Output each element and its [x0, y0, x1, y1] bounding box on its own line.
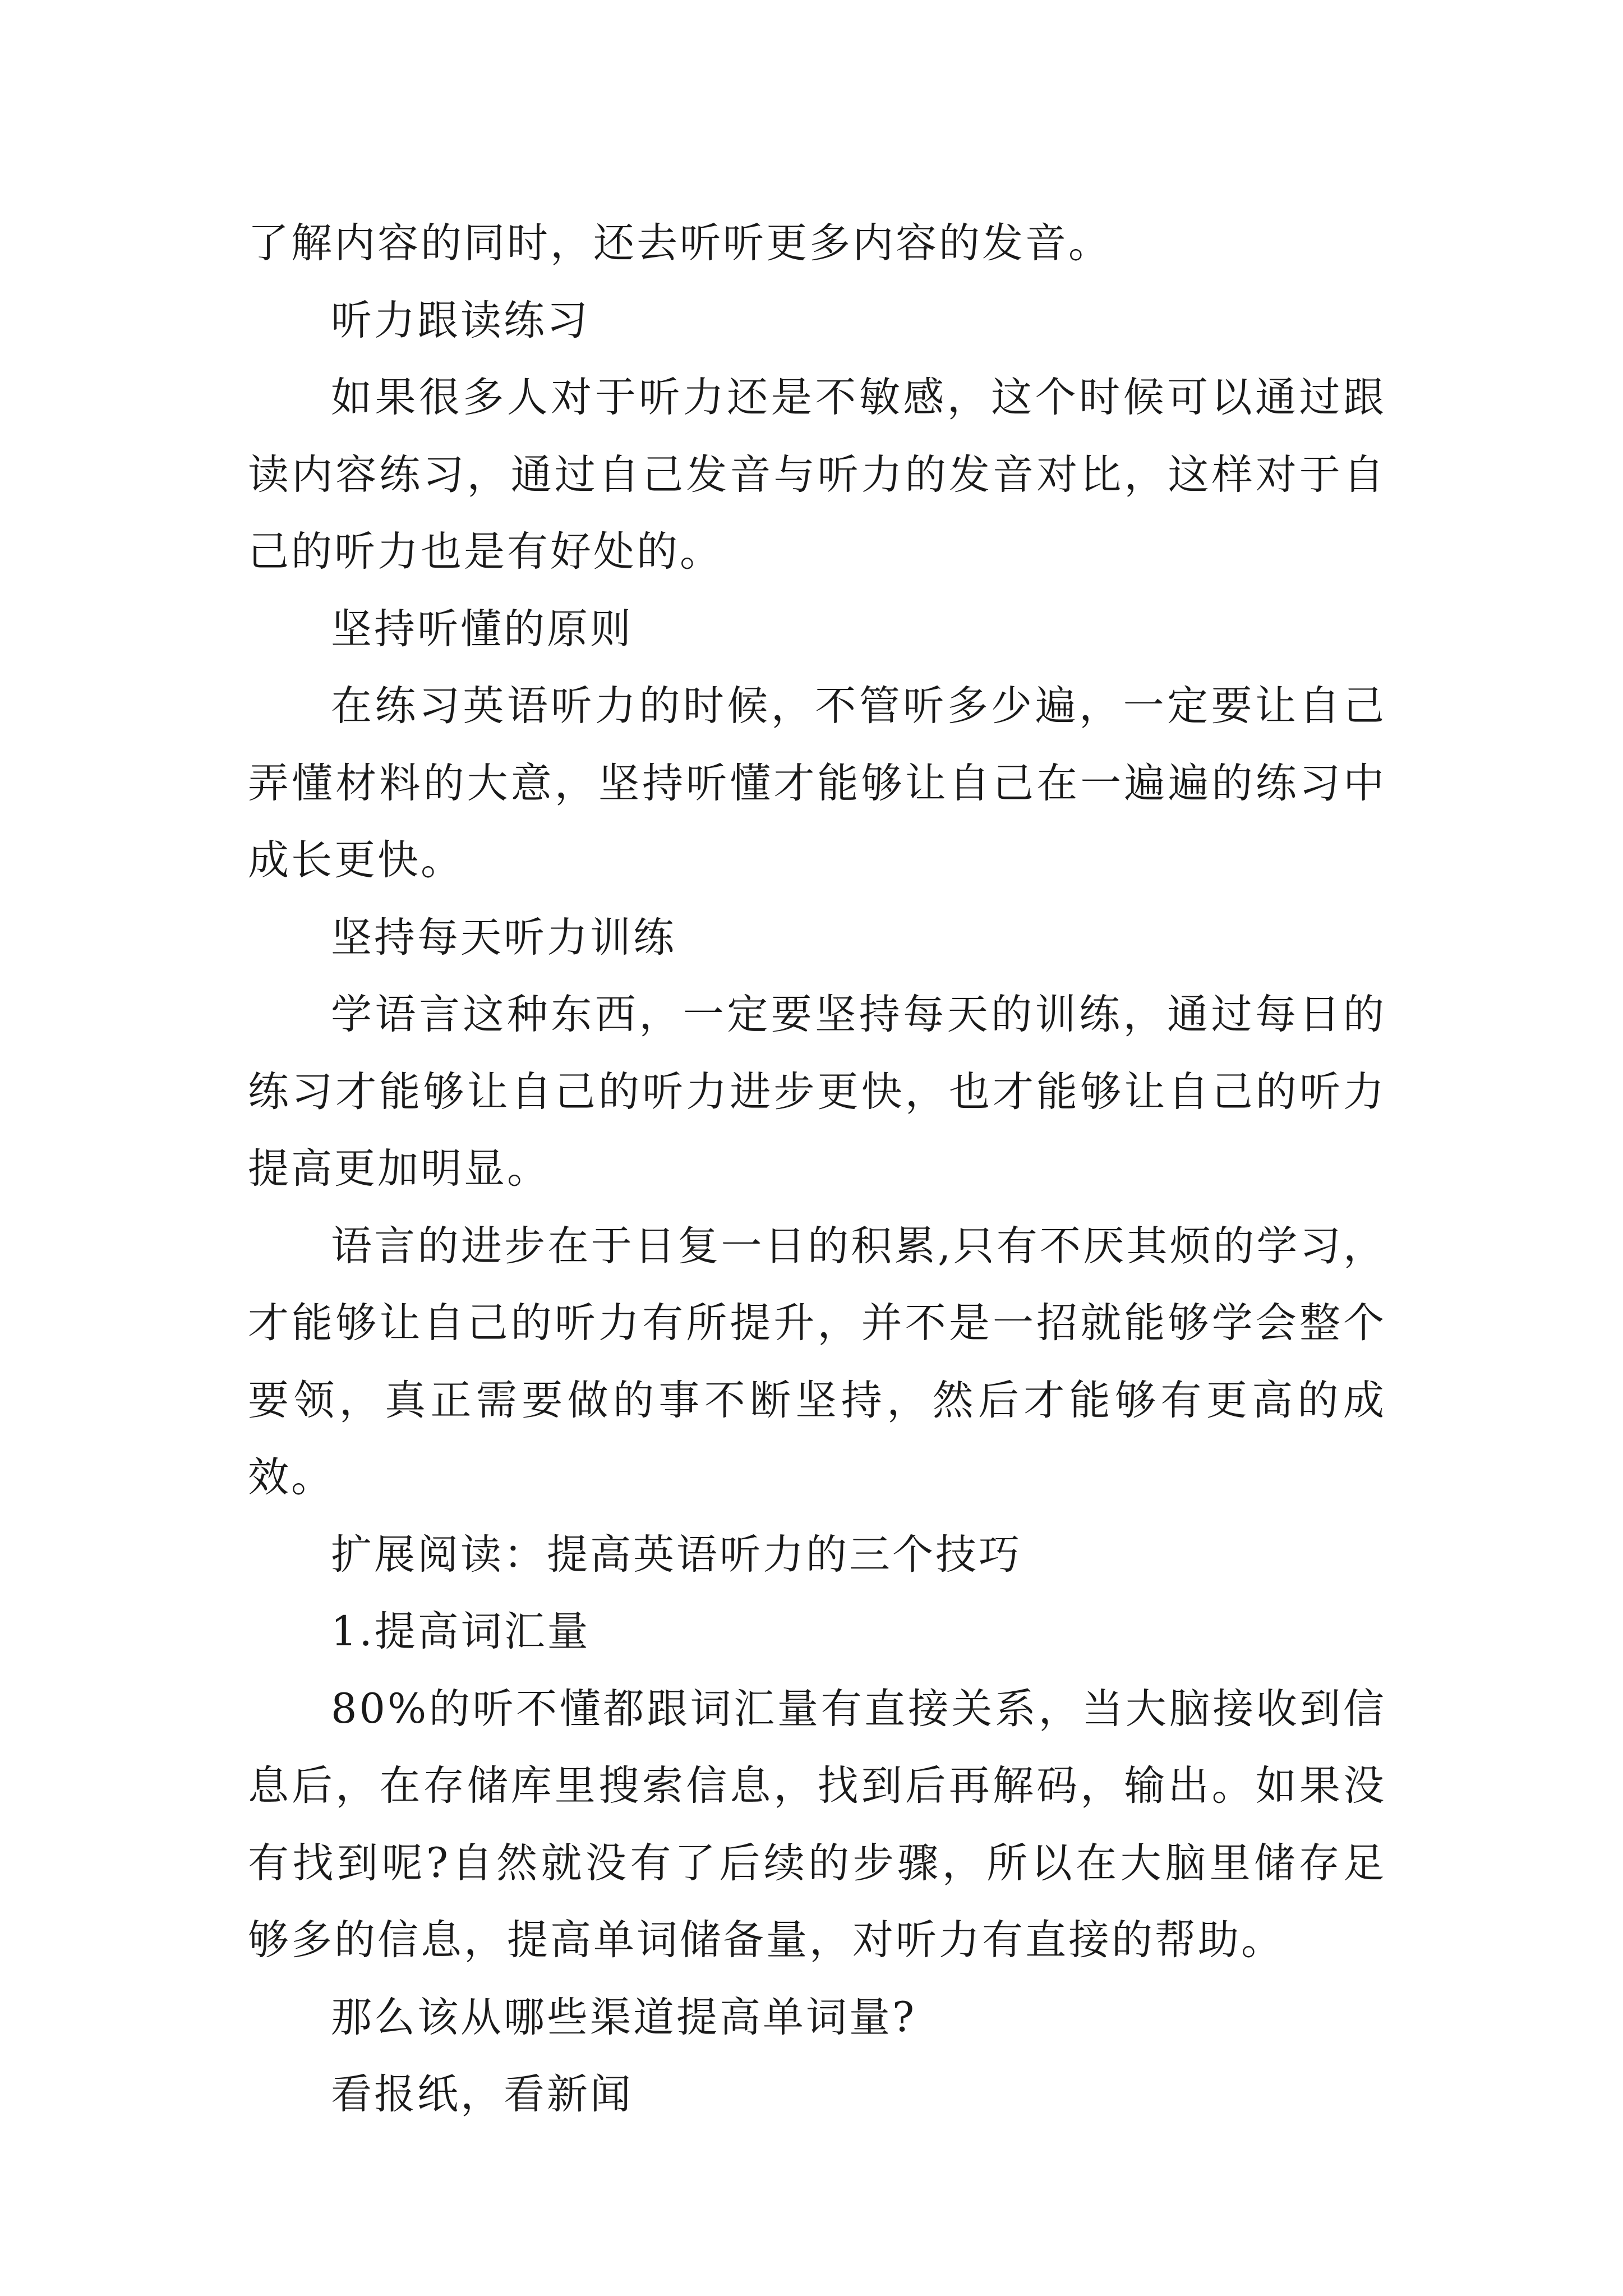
section-heading-daily-training: 坚持每天听力训练 [331, 913, 676, 961]
paragraph: 语言的进步在于日复一日的积累,只有不厌其烦的学习，才能够让自己的听力有所提升，并不是一招就能够学会整个要领，真正需要做的事不断坚持，然后才能够有更高的成效。 [248, 1222, 1386, 1501]
paragraph-question: 那么该从哪些渠道提高单词量? [331, 1993, 917, 2041]
document-body [248, 205, 1386, 2133]
section-heading-understanding-principle: 坚持听懂的原则 [331, 605, 633, 653]
paragraph: 学语言这种东西，一定要坚持每天的训练，通过每日的练习才能够让自己的听力进步更快，也才能够让自己的听力提高更加明显。 [248, 991, 1386, 1193]
section-heading-extended-reading: 扩展阅读：提高英语听力的三个技巧 [331, 1530, 1022, 1579]
section-heading-listening-shadowing: 听力跟读练习 [331, 296, 590, 344]
paragraph-continuation: 了解内容的同时，还去听听更多内容的发音。 [248, 219, 1112, 267]
list-heading-vocabulary: 1.提高词汇量 [331, 1608, 591, 1655]
paragraph: 如果很多人对于听力还是不敏感，这个时候可以通过跟读内容练习，通过自己发音与听力的发音对比，这样对于自己的听力也是有好处的。 [248, 374, 1386, 576]
paragraph: 80%的听不懂都跟词汇量有直接关系，当大脑接收到信息后，在存储库里搜索信息，找到后再解码，输出。如果没有找到呢?自然就没有了后续的步骤，所以在大脑里储存足够多的信息，提高单词储备量，对听力有直接的帮助。 [248, 1685, 1386, 1964]
paragraph: 在练习英语听力的时候，不管听多少遍，一定要让自己弄懂材料的大意，坚持听懂才能够让自己在一遍遍的练习中成长更快。 [248, 682, 1386, 884]
paragraph-subheading: 看报纸，看新闻 [331, 2070, 633, 2118]
